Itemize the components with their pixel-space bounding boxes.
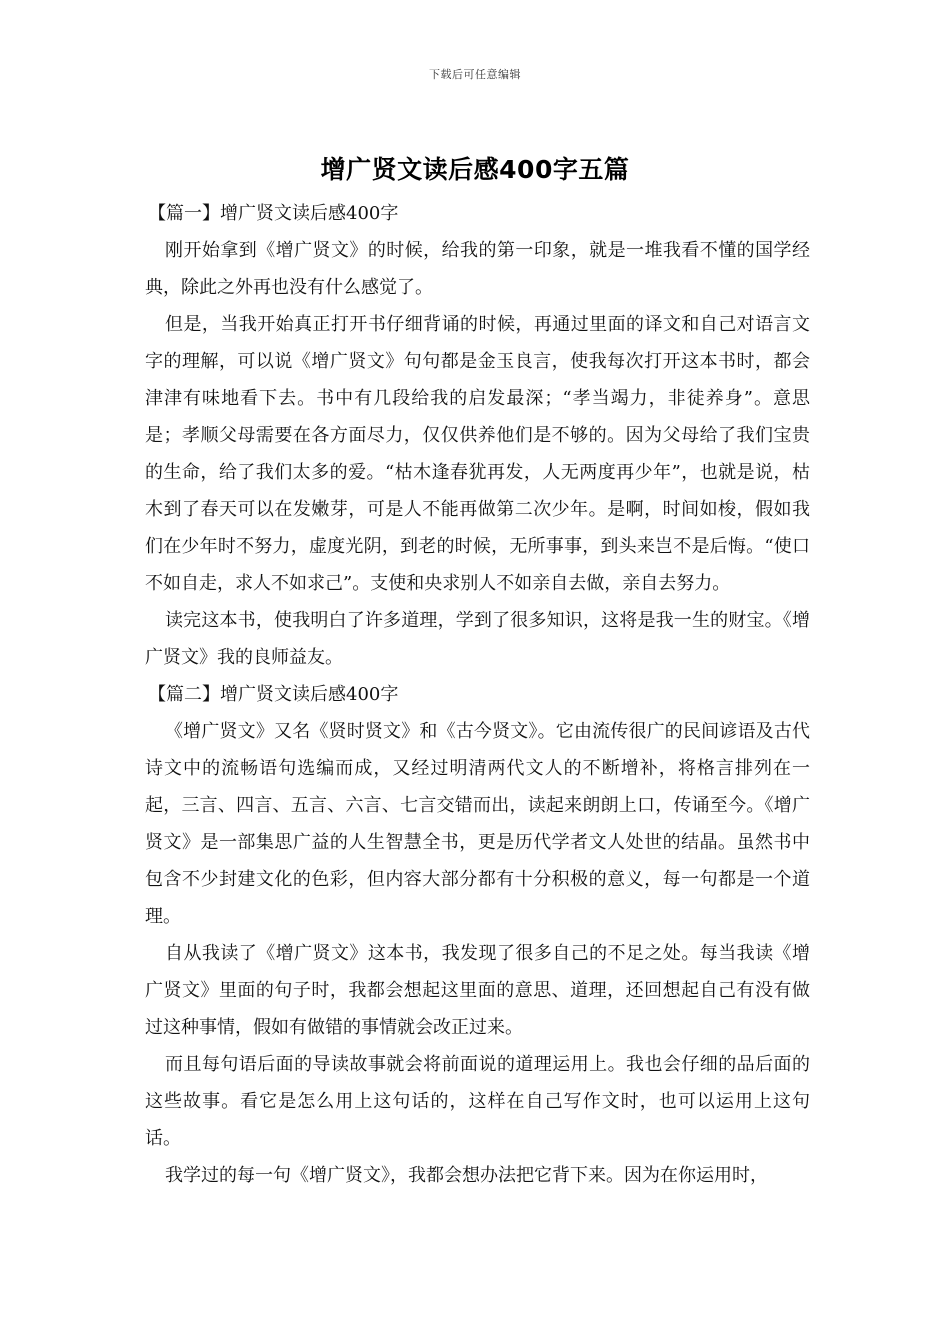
section-1 — [145, 195, 810, 676]
paragraph: 《增广贤文》又名《贤时贤文》和《古今贤文》。它由流传很广的民间谚语及古代诗文中的流畅语句选编而成，又经过明清两代文人的不断增补，将格言排列在一起，三言、四言、五言、六言、七言交错而出，读起来朗朗上口，传诵至今。《增广贤文》是一部集思广益的人生智慧全书，更是历代学者文人处世的结晶。虽然书中包含不少封建文化的色彩，但内容大部分都有十分积极的意义，每一句都是一个道理。 — [145, 721, 810, 927]
section-heading: 【篇一】增广贤文读后感400字 — [148, 203, 399, 224]
document-body — [145, 195, 810, 1194]
section-heading: 【篇二】增广贤文读后感400字 — [148, 684, 399, 705]
paragraph: 刚开始拿到《增广贤文》的时候，给我的第一印象，就是一堆我看不懂的国学经典，除此之外再也没有什么感觉了。 — [145, 240, 810, 298]
paragraph: 但是，当我开始真正打开书仔细背诵的时候，再通过里面的译文和自己对语言文字的理解，可以说《增广贤文》句句都是金玉良言，使我每次打开这本书时，都会津津有味地看下去。书中有几段给我的启发最深；“孝当竭力，非徒养身”。意思是；孝顺父母需要在各方面尽力，仅仅供养他们是不够的。因为父母给了我们宝贵的生命，给了我们太多的爱。“枯木逢春犹再发，人无两度再少年”，也就是说，枯木到了春天可以在发嫩芽，可是人不能再做第二次少年。是啊，时间如梭，假如我们在少年时不努力，虚度光阴，到老的时候，无所事事，到头来岂不是后悔。“使口不如自走，求人不如求己”。支使和央求别人不如亲自去做，亲自去努力。 — [145, 314, 810, 594]
header-note: 下载后可任意编辑 — [429, 68, 521, 81]
document-title: 增广贤文读后感400字五篇 — [320, 155, 630, 184]
paragraph: 自从我读了《增广贤文》这本书，我发现了很多自己的不足之处。每当我读《增广贤文》里面的句子时，我都会想起这里面的意思、道理，还回想起自己有没有做过这种事情，假如有做错的事情就会改正过来。 — [145, 943, 810, 1038]
paragraph: 我学过的每一句《增广贤文》，我都会想办法把它背下来。因为在你运用时， — [165, 1165, 768, 1186]
paragraph: 读完这本书，使我明白了许多道理，学到了很多知识，这将是我一生的财宝。《增广贤文》我的良师益友。 — [145, 610, 810, 668]
section-2 — [145, 676, 810, 1194]
paragraph: 而且每句语后面的导读故事就会将前面说的道理运用上。我也会仔细的品后面的这些故事。看它是怎么用上这句话的，这样在自己写作文时，也可以运用上这句话。 — [145, 1054, 810, 1149]
